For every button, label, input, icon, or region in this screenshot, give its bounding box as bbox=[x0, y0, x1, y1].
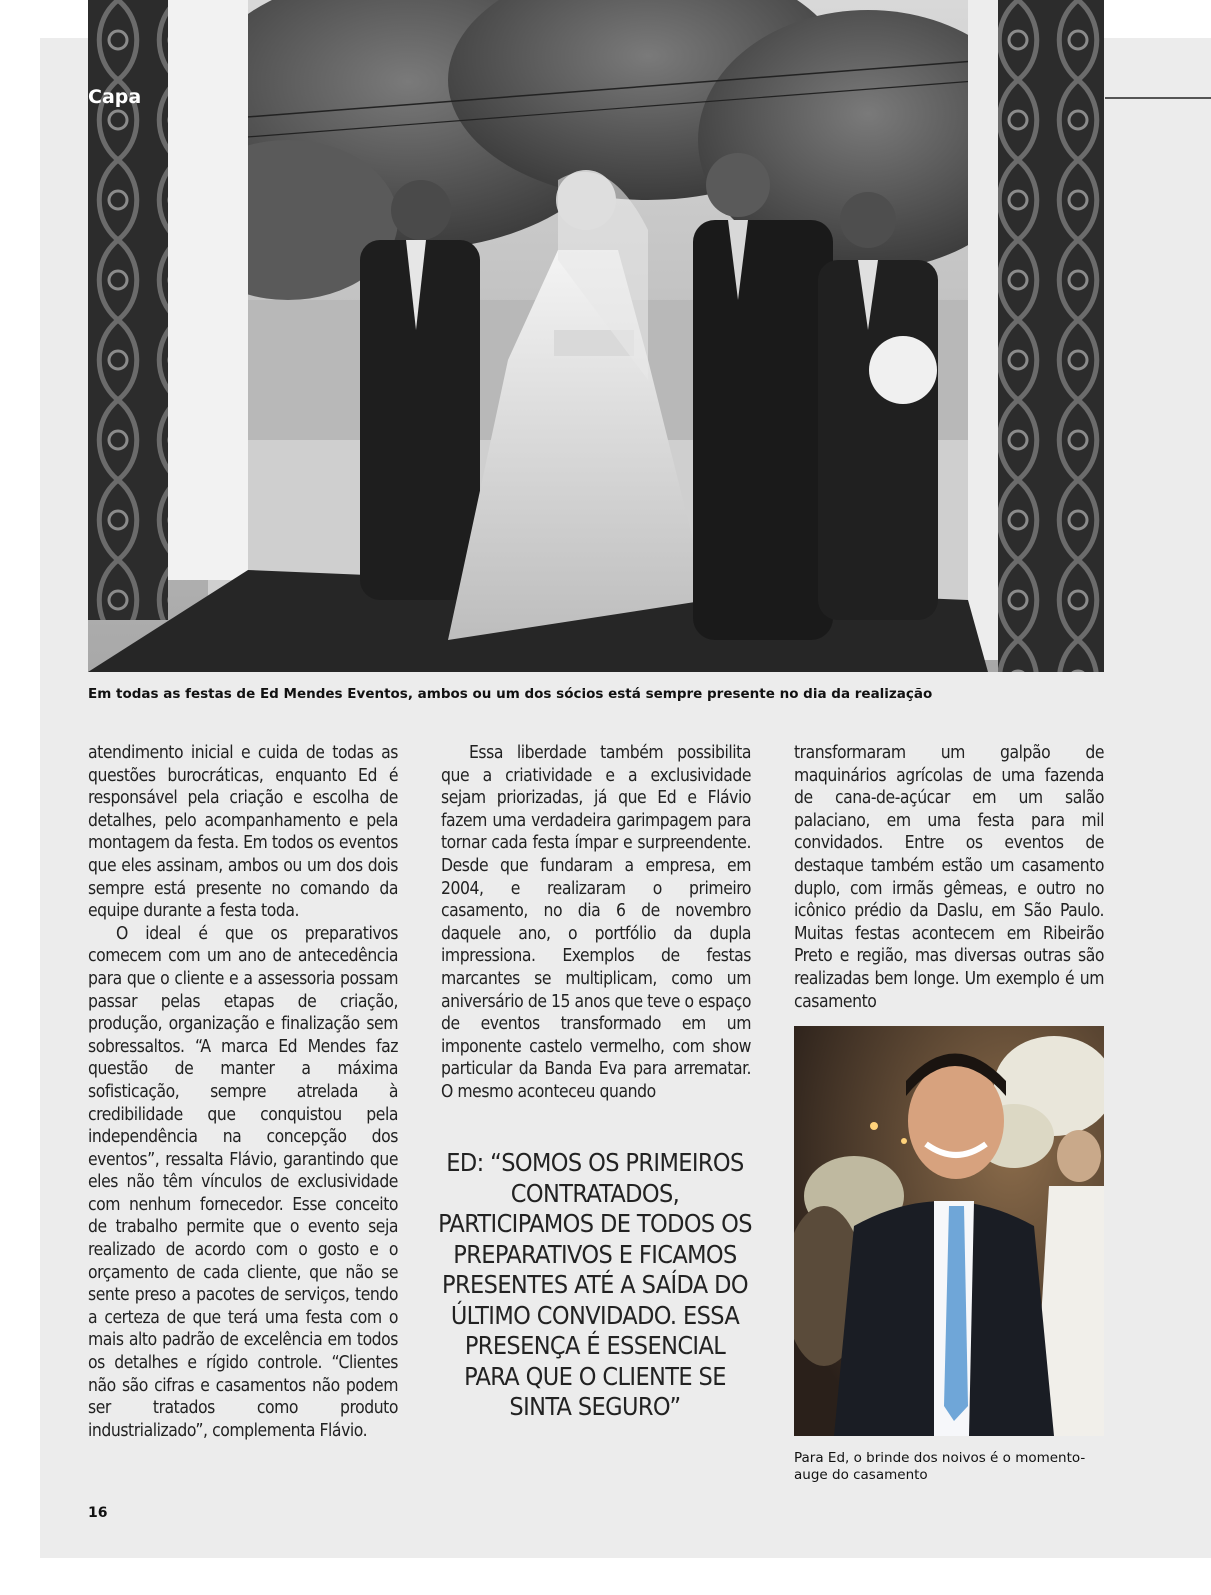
article-paragraph: Essa liberdade também possibilita que a criatividade e a exclusividade sejam priorizadas, já que Ed e Flávio fazem uma verdadeira garimpagem para tornar cada festa ímpar e surpreendente. Desde que fundaram a empresa, em 2004, e realizaram o primeiro casamento, no dia 6 de novembro daquele ano, o portfólio da dupla impressiona. Exemplos de festas marcantes se multiplicam, como um aniversário de 15 anos que teve o espaço de eventos transformado em um imponente castelo vermelho, com show particular da Banda Eva para arrematar. O mesmo aconteceu quando bbox=[441, 743, 751, 1102]
section-label: Capa bbox=[88, 86, 142, 108]
article-paragraph: O ideal é que os preparativos comecem com um ano de antecedência para que o cliente e a assessoria possam passar pelas etapas de criação, produção, organização e finalização sem sobressaltos. “A marca Ed Mendes faz questão de manter a máxima sofisticação, sempre atrelada à credibilidade que conquistou pela independência na concepção dos eventos”, ressalta Flávio, garantindo que eles não têm vínculos de exclusividade com nenhum fornecedor. Esse conceito de trabalho permite que o evento seja realizado de acordo com o gosto e o orçamento de cada cliente, que não se sente preso a pacotes de serviços, tendo a certeza de que terá uma festa com o mais alto padrão de excelência em todos os detalhes e rígido controle. “Clientes não são cifras e casamentos não podem ser tratados como produto industrializado”, complementa Flávio. bbox=[88, 923, 398, 1441]
article-paragraph: atendimento inicial e cuida de todas as questões burocráticas, enquanto Ed é responsável pela criação e escolha de detalhes, pelo acompanhamento e pela montagem da festa. Em todos os eventos que eles assinam, ambos ou um dos dois sempre está presente no comando da equipe durante a festa toda. bbox=[88, 743, 398, 922]
header-rule bbox=[1105, 97, 1211, 99]
article-column-2 bbox=[441, 742, 751, 1104]
ed-photo-caption: Para Ed, o brinde dos noivos é o momento-auge do casamento bbox=[794, 1450, 1086, 1483]
ed-portrait-photo bbox=[794, 1026, 1104, 1436]
wedding-entrance-photo bbox=[88, 0, 1104, 672]
main-photo-caption: Em todas as festas de Ed Mendes Eventos, ambos ou um dos sócios está sempre presente no dia da realização bbox=[88, 686, 933, 702]
article-column-1 bbox=[88, 742, 398, 1442]
article-paragraph: transformaram um galpão de maquinários agrícolas de uma fazenda de cana-de-açúcar em um salão palaciano, em uma festa para mil convidados. Entre os eventos de destaque também estão um casamento duplo, com irmãs gêmeas, e outro no icônico prédio da Daslu, em São Paulo. Muitas festas acontecem em Ribeirão Preto e região, mas diversas outras são realizadas bem longe. Um exemplo é um casamento bbox=[794, 743, 1104, 1012]
article-column-3 bbox=[794, 742, 1104, 1013]
page-number: 16 bbox=[88, 1505, 108, 1521]
pull-quote: ED: “SOMOS OS PRIMEIROS CONTRATADOS, PARTICIPAMOS DE TODOS OS PREPARATIVOS E FICAMOS PRESENTES ATÉ A SAÍDA DO ÚLTIMO CONVIDADO. ESSA PRESENÇA É ESSENCIAL PARA QUE O CLIENTE SE SINTA SEGURO” bbox=[438, 1148, 752, 1421]
